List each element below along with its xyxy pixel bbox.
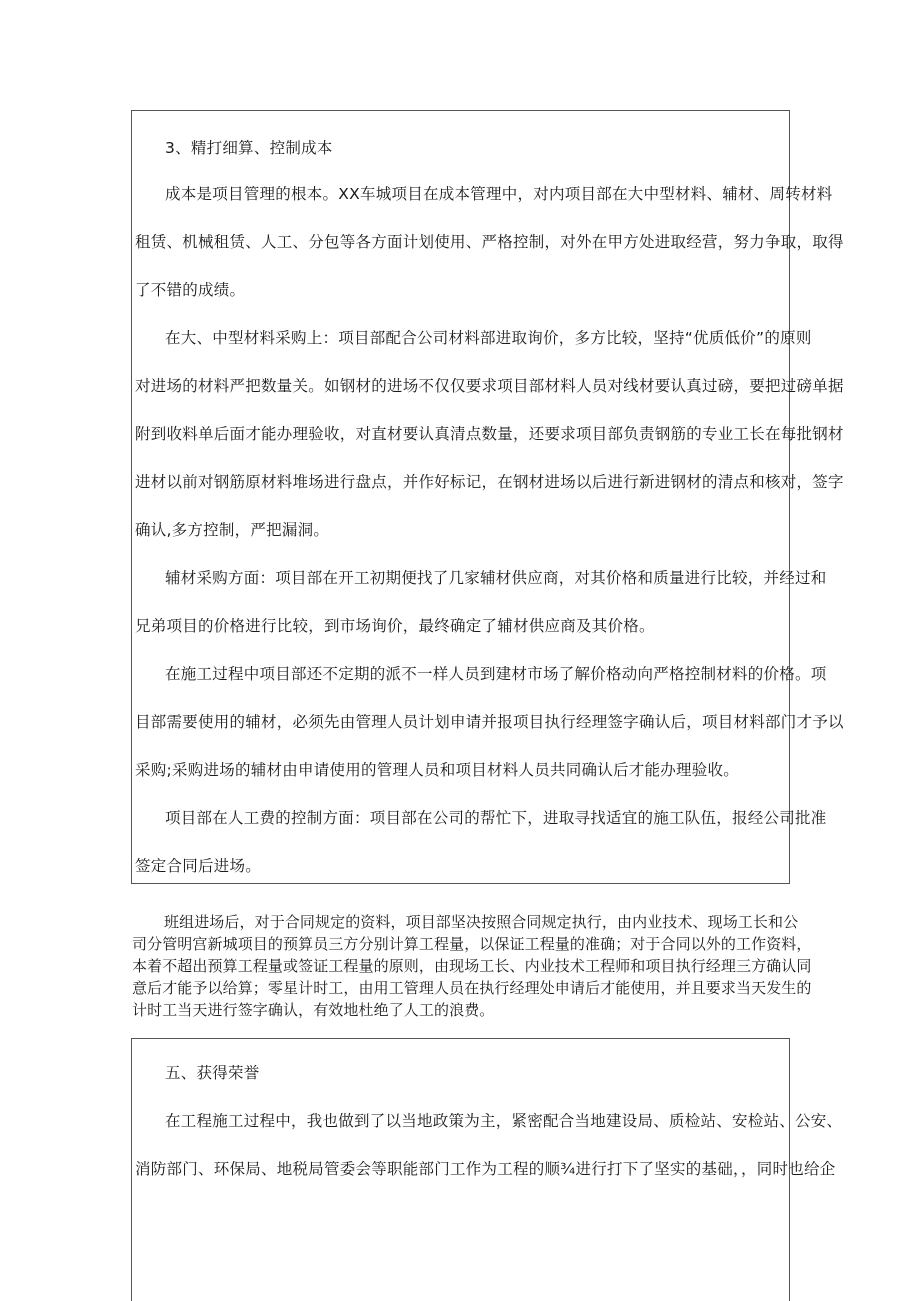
paragraph-line: 附到收料单后面才能办理验收，对直材要认真清点数量，还要求项目部负责钢筋的专业工长在每批钢材 (135, 425, 844, 443)
paragraph-line: 采购;采购进场的辅材由申请使用的管理人员和项目材料人员共同确认后才能办理验收。 (135, 761, 739, 779)
paragraph-line: 项目部在人工费的控制方面：项目部在公司的帮忙下，进取寻找适宜的施工队伍，报经公司批准 (165, 809, 827, 827)
paragraph-line: 班组进场后，对于合同规定的资料，项目部坚决按照合同规定执行，由内业技术、现场工长和公 (164, 913, 799, 931)
paragraph-line: 在大、中型材料采购上：项目部配合公司材料部进取询价，多方比较，坚持“优质低价”的原则 (165, 329, 812, 347)
paragraph-line: 成本是项目管理的根本。XX车城项目在成本管理中，对内项目部在大中型材料、辅材、周转材料 (165, 185, 833, 203)
paragraph-line: 辅材采购方面：项目部在开工初期便找了几家辅材供应商，对其价格和质量进行比较，并经过和 (165, 569, 827, 587)
paragraph-line: 意后才能予以给算；零星计时工，由用工管理人员在执行经理处申请后才能使用，并且要求当天发生的 (132, 979, 812, 997)
paragraph-line: 在工程施工过程中，我也做到了以当地政策为主，紧密配合当地建设局、质检站、安检站、公安、 (165, 1112, 843, 1130)
paragraph-line: 消防部门、环保局、地税局管委会等职能部门工作为工程的顺¾进行打下了坚实的基础，，同时也给企 (135, 1160, 836, 1178)
paragraph-line: 进材以前对钢筋原材料堆场进行盘点，并作好标记，在钢材进场以后进行新进钢材的清点和核对，签字 (135, 473, 844, 491)
text-box-honors (131, 1038, 843, 1301)
paragraph-line: 租赁、机械租赁、人工、分包等各方面计划使用、严格控制，对外在甲方处进取经营，努力争取，取得 (135, 233, 844, 251)
paragraph-line: 对进场的材料严把数量关。如钢材的进场不仅仅要求项目部材料人员对线材要认真过磅，要把过磅单据 (135, 377, 844, 395)
paragraph-line: 目部需要使用的辅材，必须先由管理人员计划申请并报项目执行经理签字确认后，项目材料部门才予以 (135, 713, 844, 731)
paragraph-line: 兄弟项目的价格进行比较，到市场询价，最终确定了辅材供应商及其价格。 (135, 617, 655, 635)
paragraph-line: 确认,多方控制，严把漏洞。 (135, 521, 330, 539)
text-box-cost-control (131, 110, 844, 884)
paragraph-line: 司分管明宫新城项目的预算员三方分别计算工程量，以保证工程量的准确；对于合同以外的工作资料， (132, 935, 812, 953)
paragraph-line: 在施工过程中项目部还不定期的派不一样人员到建材市场了解价格动向严格控制材料的价格。项 (165, 665, 827, 683)
section-heading: 五、获得荣誉 (165, 1064, 260, 1082)
paragraph-line: 签定合同后进场。 (135, 857, 262, 875)
body-paragraph (132, 911, 812, 1021)
paragraph-line: 了不错的成绩。 (135, 281, 246, 299)
paragraph-line: 计时工当天进行签字确认，有效地杜绝了人工的浪费。 (132, 1001, 495, 1019)
section-heading: 3、精打细算、控制成本 (165, 139, 333, 157)
paragraph-line: 本着不超出预算工程量或签证工程量的原则，由现场工长、内业技术工程师和项目执行经理三方确认同 (132, 957, 812, 975)
